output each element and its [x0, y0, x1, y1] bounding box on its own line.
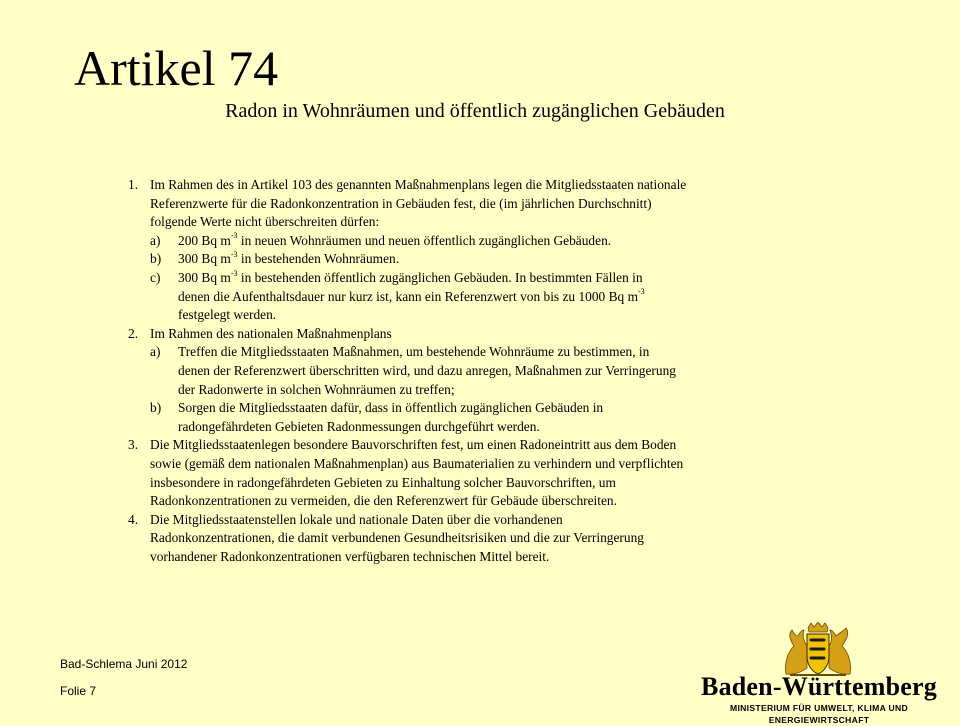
item-number: 4.: [128, 511, 139, 527]
sub-item-text: Treffen die Mitgliedsstaaten Maßnahmen, um bestehende Wohnräume zu bestimmen, in: [178, 344, 650, 360]
sub-item: [128, 343, 808, 399]
sub-item-text: in bestehenden Wohnräumen.: [237, 251, 400, 267]
sub-item-text: denen die Aufenthaltsdauer nur kurz ist, kann ein Referenzwert von bis zu 1000 Bq m: [178, 288, 638, 304]
sub-item-text: in neuen Wohnräumen und neuen öffentlich zugänglichen Gebäuden.: [237, 232, 612, 248]
item-line: Im Rahmen des in Artikel 103 des genannten Maßnahmenplans legen die Mitgliedsstaaten nationale: [150, 177, 687, 192]
item-line: folgende Werte nicht überschreiten dürfen:: [150, 214, 380, 230]
sub-item-text: 200 Bq m: [178, 232, 231, 248]
sub-item-text: 300 Bq m: [178, 269, 231, 285]
footer-slide-number: Folie 7: [60, 684, 97, 698]
sub-item-letter: b): [150, 251, 162, 267]
item-line: Radonkonzentrationen zu vermeiden, die den Referenzwert für Gebäude überschreiten.: [150, 493, 617, 509]
page-title: Artikel 74: [74, 40, 279, 96]
sub-item-letter: b): [150, 400, 162, 416]
sub-item-text: der Radonwerte in solchen Wohnräumen zu treffen;: [178, 381, 455, 397]
sub-item-text: 300 Bq m: [178, 251, 231, 267]
item-number: 1.: [128, 177, 139, 192]
exponent: -3: [230, 268, 238, 278]
item-line: Radonkonzentrationen, die damit verbundenen Gesundheitsrisiken und die zur Verringerung: [150, 530, 644, 546]
sub-item-text: in bestehenden öffentlich zugänglichen Gebäuden. In bestimmten Fällen in: [237, 269, 643, 285]
ministry-name: MINISTERIUM FÜR UMWELT, KLIMA UND ENERGIEWIRTSCHAFT: [730, 703, 908, 725]
item-line: Referenzwerte für die Radonkonzentration in Gebäuden fest, die (im jährlichen Durchschnitt): [150, 195, 652, 211]
exponent: -3: [230, 249, 238, 259]
list-item: [128, 325, 808, 344]
baden-wuerttemberg-coat-of-arms-icon: [780, 622, 856, 678]
item-line: Im Rahmen des nationalen Maßnahmenplans: [150, 325, 392, 341]
item-line: Die Mitgliedsstaatenlegen besondere Bauvorschriften fest, um einen Radoneintritt aus dem Boden: [150, 437, 677, 453]
item-line: Die Mitgliedsstaatenstellen lokale und nationale Daten über die vorhandenen: [150, 511, 563, 527]
page-subtitle: Radon in Wohnräumen und öffentlich zugänglichen Gebäuden: [225, 100, 725, 122]
exponent: -3: [638, 287, 645, 297]
sub-item-letter: a): [150, 232, 161, 248]
sub-item: [128, 399, 808, 436]
sub-item-text: radongefährdeten Gebieten Radonmessungen durchgeführt werden.: [178, 418, 540, 434]
sub-item: [128, 269, 808, 325]
state-name: Baden-Württemberg: [701, 672, 937, 701]
sub-item: [128, 250, 808, 269]
sub-item-text: denen der Referenzwert überschritten wird, und dazu anregen, Maßnahmen zur Verringerung: [178, 362, 676, 378]
list-item: [128, 176, 808, 232]
sub-item-letter: c): [150, 269, 161, 285]
exponent: -3: [230, 231, 238, 241]
sub-item-text: Sorgen die Mitgliedsstaaten dafür, dass in öffentlich zugänglichen Gebäuden in: [178, 400, 604, 416]
sub-item-letter: a): [150, 344, 161, 360]
item-line: sowie (gemäß dem nationalen Maßnahmenplan) aus Baumaterialien zu verhindern und verpflichten: [150, 455, 684, 471]
footer-event: Bad-Schlema Juni 2012: [60, 657, 188, 671]
list-item: [128, 436, 808, 510]
sub-item-text: festgelegt werden.: [178, 307, 277, 323]
item-line: vorhandener Radonkonzentrationen verfügbaren technischen Mittel bereit.: [150, 548, 550, 564]
item-line: insbesondere in radongefährdeten Gebieten zu Einhaltung solcher Bauvorschriften, um: [150, 474, 616, 490]
sub-item: [128, 232, 808, 251]
item-number: 2.: [128, 325, 139, 341]
list-item: [128, 511, 808, 567]
article-body: [128, 176, 808, 566]
item-number: 3.: [128, 437, 139, 453]
